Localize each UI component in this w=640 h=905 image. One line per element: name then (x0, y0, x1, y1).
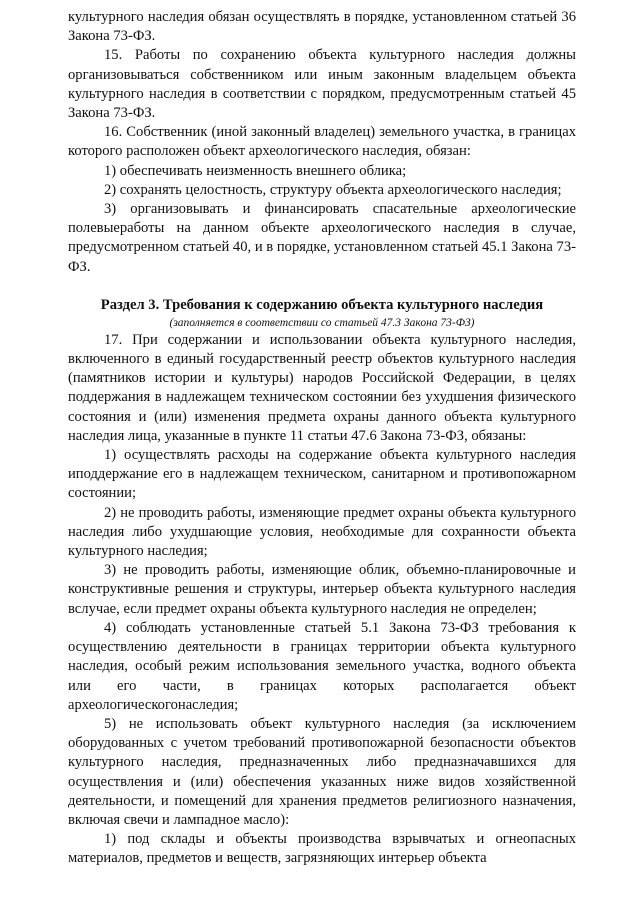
paragraph-17-item-3: 3) не проводить работы, изменяющие облик, объемно-планировочные и конструктивные решения и структуры, интерьер объекта культурного наследия вслучае, если предмет охраны объекта культурного наследия не определен; (68, 562, 576, 617)
paragraph-17-item-5-sub-1: 1) под склады и объекты производства взрывчатых и огнеопасных материалов, предметов и веществ, загрязняющих интерьер объекта (68, 831, 576, 867)
paragraph-17-item-2: 2) не проводить работы, изменяющие предмет охраны объекта культурного наследия либо ухудшающие условия, необходимые для сохранности объекта культурного наследия; (68, 504, 576, 560)
paragraph-15: 15. Работы по сохранению объекта культурного наследия должны организовываться собственником или иным законным владельцем объекта культурного наследия в соответствии с порядком, предусмотренным статьей 45 Закона 73-ФЗ. (68, 47, 576, 122)
paragraph-continuation: культурного наследия обязан осуществлять в порядке, установленном статьей 36 Закона 73-ФЗ. (68, 9, 576, 45)
paragraph-17-item-5: 5) не использовать объект культурного наследия (за исключением оборудованных с учетом требований противопожарной безопасности объектов культурного наследия, предназначенных либо предназначавшихся для осуществления и (или) обеспечения указанных ниже видов хозяйственной деятельности, и помещений для хранения предметов религиозного назначения, включая свечи и лампадное масло): (68, 715, 576, 828)
paragraph-17-item-4: 4) соблюдать установленные статьей 5.1 Закона 73-ФЗ требования к осуществлению деятельности в границах территории объекта культурного наследия, особый режим использования земельного участка, водного объекта или его части, в границах которых располагается объект археологическогонаследия; (68, 619, 576, 713)
spacer (68, 277, 576, 296)
paragraph-16-item-2: 2) сохранять целостность, структуру объекта археологического наследия; (104, 181, 562, 198)
section-title: Раздел 3. Требования к содержанию объекта культурного наследия (100, 296, 544, 313)
paragraph-17: 17. При содержании и использовании объекта культурного наследия, включенного в единый государственный реестр объектов культурного наследия (памятников истории и культуры) народов Российской Федерации, в целях поддержания в надлежащем техническом состоянии без ухудшения физического состояния и (или) изменения предмета охраны данного объекта культурного наследия лица, указанные в пункте 11 статьи 47.6 Закона 73-ФЗ, обязаны: (68, 331, 576, 444)
section-note: (заполняется в соответствии со статьей 47.3 Закона 73-ФЗ) (169, 316, 475, 329)
paragraph-16-item-1: 1) обеспечивать неизменность внешнего облика; (104, 162, 407, 179)
paragraph-16: 16. Собственник (иной законный владелец) земельного участка, в границах которого расположен объект археологического наследия, обязан: (68, 124, 576, 160)
paragraph-17-item-1: 1) осуществлять расходы на содержание объекта культурного наследия иподдержание его в надлежащем техническом, санитарном и противопожарном состоянии; (68, 447, 576, 502)
paragraph-16-item-3: 3) организовывать и финансировать спасательные археологические полевыеработы на данном объекте археологического наследия в случае, предусмотренном статьей 40, и в порядке, установленном статьей 45.1 Закона 73-ФЗ. (68, 201, 576, 275)
